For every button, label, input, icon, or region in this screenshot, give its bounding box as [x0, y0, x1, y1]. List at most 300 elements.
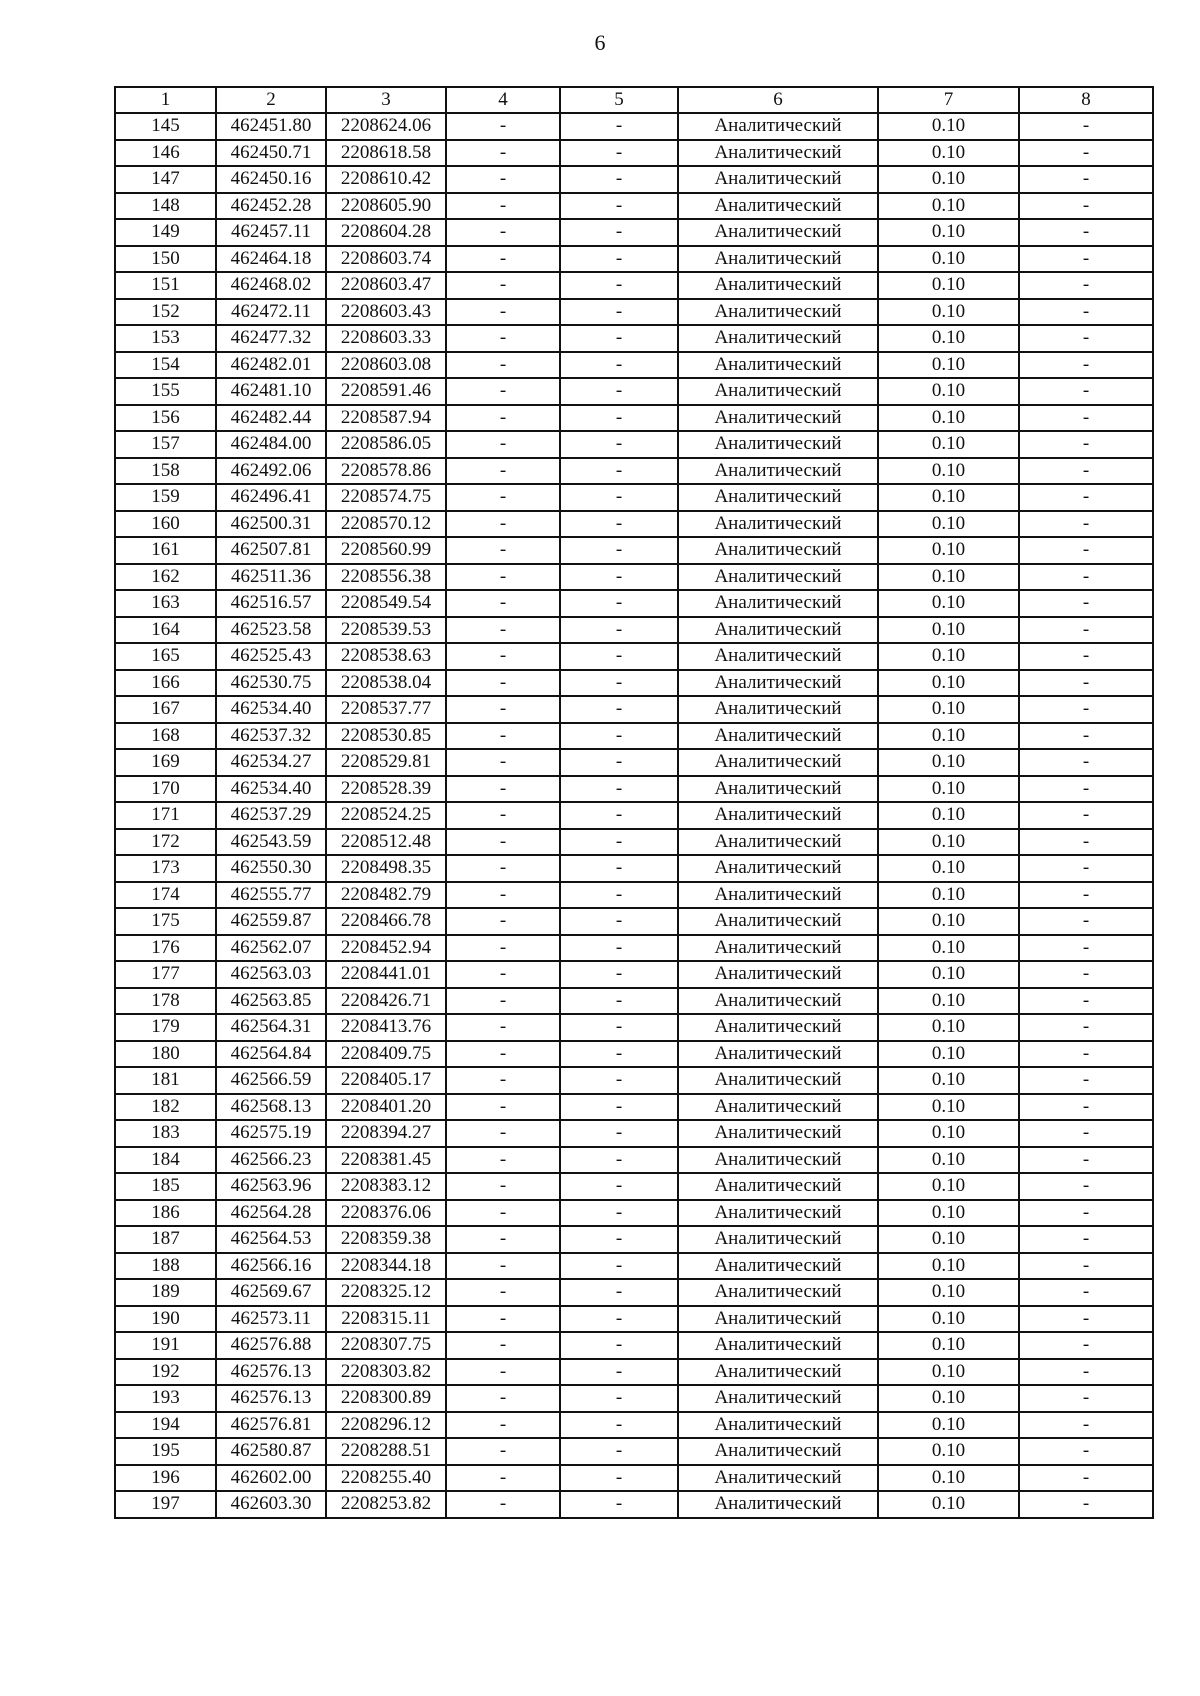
table-cell: - [446, 484, 560, 511]
table-cell: 147 [115, 166, 216, 193]
table-cell: 184 [115, 1147, 216, 1174]
table-cell: 164 [115, 617, 216, 644]
table-cell: - [1019, 988, 1153, 1015]
table-cell: 191 [115, 1332, 216, 1359]
table-cell: Аналитический [678, 1094, 878, 1121]
table-cell: - [560, 1120, 678, 1147]
table-cell: - [560, 1200, 678, 1227]
table-cell: Аналитический [678, 272, 878, 299]
table-cell: - [446, 193, 560, 220]
table-cell: 2208413.76 [326, 1014, 446, 1041]
table-cell: 0.10 [878, 1279, 1019, 1306]
table-cell: 462525.43 [216, 643, 326, 670]
table-cell: - [560, 511, 678, 538]
table-row [115, 723, 1153, 750]
table-cell: - [1019, 1253, 1153, 1280]
table-cell: - [1019, 961, 1153, 988]
table-row [115, 484, 1153, 511]
table-cell: - [446, 961, 560, 988]
table-cell: 2208303.82 [326, 1359, 446, 1386]
table-cell: Аналитический [678, 1226, 878, 1253]
table-cell: 462563.85 [216, 988, 326, 1015]
table-cell: 0.10 [878, 961, 1019, 988]
table-row [115, 1200, 1153, 1227]
table-row [115, 458, 1153, 485]
table-cell: - [446, 352, 560, 379]
table-cell: 157 [115, 431, 216, 458]
table-cell: 0.10 [878, 166, 1019, 193]
table-cell: - [560, 1041, 678, 1068]
table-cell: - [1019, 431, 1153, 458]
table-cell: - [1019, 458, 1153, 485]
column-header-5: 5 [560, 87, 678, 113]
table-cell: 2208498.35 [326, 855, 446, 882]
table-cell: - [446, 1226, 560, 1253]
table-cell: - [446, 1200, 560, 1227]
table-cell: - [560, 325, 678, 352]
table-cell: - [560, 1067, 678, 1094]
table-row [115, 643, 1153, 670]
table-cell: - [560, 908, 678, 935]
table-cell: 462537.29 [216, 802, 326, 829]
table-cell: - [1019, 537, 1153, 564]
table-cell: - [1019, 405, 1153, 432]
table-row [115, 617, 1153, 644]
table-cell: 176 [115, 935, 216, 962]
table-cell: 2208315.11 [326, 1306, 446, 1333]
table-cell: - [560, 352, 678, 379]
table-cell: 0.10 [878, 1120, 1019, 1147]
table-cell: 2208604.28 [326, 219, 446, 246]
table-cell: 2208603.33 [326, 325, 446, 352]
table-cell: - [1019, 1491, 1153, 1518]
table-cell: - [560, 431, 678, 458]
table-cell: 0.10 [878, 882, 1019, 909]
table-cell: 189 [115, 1279, 216, 1306]
table-cell: 462534.40 [216, 776, 326, 803]
table-cell: - [446, 272, 560, 299]
column-header-4: 4 [446, 87, 560, 113]
table-row [115, 1279, 1153, 1306]
table-cell: 163 [115, 590, 216, 617]
table-cell: - [446, 1120, 560, 1147]
table-cell: Аналитический [678, 643, 878, 670]
table-cell: Аналитический [678, 537, 878, 564]
table-cell: 2208556.38 [326, 564, 446, 591]
table-cell: 462516.57 [216, 590, 326, 617]
table-cell: - [446, 1359, 560, 1386]
column-header-1: 1 [115, 87, 216, 113]
table-cell: 0.10 [878, 1412, 1019, 1439]
table-cell: - [1019, 643, 1153, 670]
table-cell: 2208524.25 [326, 802, 446, 829]
table-cell: - [1019, 272, 1153, 299]
table-cell: - [1019, 1041, 1153, 1068]
table-cell: 169 [115, 749, 216, 776]
table-cell: Аналитический [678, 325, 878, 352]
table-cell: 0.10 [878, 670, 1019, 697]
table-cell: 462580.87 [216, 1438, 326, 1465]
table-row [115, 1041, 1153, 1068]
table-cell: - [1019, 325, 1153, 352]
table-row [115, 1226, 1153, 1253]
table-cell: Аналитический [678, 431, 878, 458]
table-cell: - [446, 431, 560, 458]
table-cell: 462464.18 [216, 246, 326, 273]
table-cell: 2208603.08 [326, 352, 446, 379]
table-cell: 2208482.79 [326, 882, 446, 909]
table-cell: - [1019, 749, 1153, 776]
table-cell: - [1019, 590, 1153, 617]
table-row [115, 1306, 1153, 1333]
table-cell: 462477.32 [216, 325, 326, 352]
table-cell: 2208441.01 [326, 961, 446, 988]
table-row [115, 802, 1153, 829]
table-cell: 0.10 [878, 908, 1019, 935]
table-cell: 0.10 [878, 511, 1019, 538]
table-row [115, 988, 1153, 1015]
table-cell: 170 [115, 776, 216, 803]
table-cell: 0.10 [878, 776, 1019, 803]
table-cell: - [560, 193, 678, 220]
table-cell: Аналитический [678, 1306, 878, 1333]
table-cell: - [446, 1332, 560, 1359]
table-cell: - [446, 564, 560, 591]
table-cell: 0.10 [878, 1253, 1019, 1280]
table-cell: - [1019, 1332, 1153, 1359]
table-row [115, 219, 1153, 246]
table-cell: 0.10 [878, 696, 1019, 723]
table-cell: 462576.88 [216, 1332, 326, 1359]
table-cell: 462472.11 [216, 299, 326, 326]
table-cell: 0.10 [878, 537, 1019, 564]
table-cell: 0.10 [878, 1491, 1019, 1518]
table-cell: 150 [115, 246, 216, 273]
table-cell: 2208587.94 [326, 405, 446, 432]
table-cell: - [446, 1412, 560, 1439]
table-cell: 2208307.75 [326, 1332, 446, 1359]
table-cell: - [1019, 140, 1153, 167]
table-cell: 0.10 [878, 1067, 1019, 1094]
table-cell: Аналитический [678, 670, 878, 697]
table-row [115, 1094, 1153, 1121]
table-cell: - [446, 670, 560, 697]
table-cell: - [1019, 1067, 1153, 1094]
table-cell: - [560, 882, 678, 909]
table-cell: 174 [115, 882, 216, 909]
table-cell: 0.10 [878, 458, 1019, 485]
column-header-2: 2 [216, 87, 326, 113]
table-cell: - [446, 908, 560, 935]
table-cell: - [1019, 670, 1153, 697]
table-cell: 177 [115, 961, 216, 988]
table-cell: - [560, 140, 678, 167]
table-cell: - [446, 1491, 560, 1518]
table-cell: 462566.16 [216, 1253, 326, 1280]
table-cell: Аналитический [678, 484, 878, 511]
table-cell: 462564.84 [216, 1041, 326, 1068]
table-cell: - [1019, 564, 1153, 591]
table-cell: - [1019, 246, 1153, 273]
table-cell: 462450.16 [216, 166, 326, 193]
table-cell: - [446, 219, 560, 246]
table-cell: 173 [115, 855, 216, 882]
table-cell: 2208405.17 [326, 1067, 446, 1094]
table-cell: Аналитический [678, 1465, 878, 1492]
table-cell: - [446, 1094, 560, 1121]
table-cell: 186 [115, 1200, 216, 1227]
table-cell: 2208570.12 [326, 511, 446, 538]
table-cell: 0.10 [878, 564, 1019, 591]
table-cell: - [560, 484, 678, 511]
table-cell: - [560, 802, 678, 829]
table-cell: - [1019, 1094, 1153, 1121]
table-cell: Аналитический [678, 935, 878, 962]
table-cell: Аналитический [678, 219, 878, 246]
table-row [115, 908, 1153, 935]
table-cell: - [560, 1147, 678, 1174]
table-cell: 193 [115, 1385, 216, 1412]
table-cell: Аналитический [678, 458, 878, 485]
table-cell: 462534.27 [216, 749, 326, 776]
table-cell: - [1019, 352, 1153, 379]
table-cell: Аналитический [678, 1041, 878, 1068]
table-cell: - [560, 643, 678, 670]
table-cell: - [446, 802, 560, 829]
table-row [115, 961, 1153, 988]
table-cell: - [1019, 1120, 1153, 1147]
table-cell: - [446, 1438, 560, 1465]
table-cell: 0.10 [878, 299, 1019, 326]
table-cell: 194 [115, 1412, 216, 1439]
table-cell: 0.10 [878, 1438, 1019, 1465]
table-cell: - [446, 1279, 560, 1306]
table-cell: 462452.28 [216, 193, 326, 220]
table-cell: - [1019, 1279, 1153, 1306]
table-cell: 0.10 [878, 219, 1019, 246]
table-cell: 2208538.04 [326, 670, 446, 697]
table-cell: 185 [115, 1173, 216, 1200]
table-cell: Аналитический [678, 802, 878, 829]
table-cell: 0.10 [878, 829, 1019, 856]
table-cell: - [446, 325, 560, 352]
table-cell: 0.10 [878, 246, 1019, 273]
table-cell: Аналитический [678, 564, 878, 591]
table-cell: 2208401.20 [326, 1094, 446, 1121]
table-cell: 192 [115, 1359, 216, 1386]
column-header-6: 6 [678, 87, 878, 113]
table-cell: - [446, 882, 560, 909]
table-cell: Аналитический [678, 908, 878, 935]
table-cell: Аналитический [678, 113, 878, 140]
column-header-8: 8 [1019, 87, 1153, 113]
table-cell: Аналитический [678, 166, 878, 193]
table-cell: 196 [115, 1465, 216, 1492]
table-cell: 148 [115, 193, 216, 220]
table-cell: - [1019, 696, 1153, 723]
table-cell: 462523.58 [216, 617, 326, 644]
table-cell: 190 [115, 1306, 216, 1333]
table-cell: 462568.13 [216, 1094, 326, 1121]
table-cell: 0.10 [878, 431, 1019, 458]
table-cell: 0.10 [878, 988, 1019, 1015]
table-cell: 0.10 [878, 723, 1019, 750]
table-cell: - [1019, 908, 1153, 935]
table-cell: - [1019, 113, 1153, 140]
table-row [115, 855, 1153, 882]
coordinates-table [114, 86, 1154, 1519]
table-row [115, 1332, 1153, 1359]
table-cell: Аналитический [678, 749, 878, 776]
table-cell: 462563.96 [216, 1173, 326, 1200]
table-cell: - [1019, 1147, 1153, 1174]
table-cell: 462543.59 [216, 829, 326, 856]
table-cell: 462564.53 [216, 1226, 326, 1253]
table-cell: - [446, 140, 560, 167]
table-cell: Аналитический [678, 617, 878, 644]
table-cell: 2208538.63 [326, 643, 446, 670]
table-cell: - [446, 537, 560, 564]
table-cell: Аналитический [678, 246, 878, 273]
table-row [115, 1385, 1153, 1412]
table-cell: 2208586.05 [326, 431, 446, 458]
header-row [115, 87, 1153, 113]
table-cell: - [560, 537, 678, 564]
table-cell: 159 [115, 484, 216, 511]
table-cell: - [1019, 166, 1153, 193]
table-cell: - [560, 855, 678, 882]
table-cell: - [446, 988, 560, 1015]
table-cell: 2208603.43 [326, 299, 446, 326]
table-cell: - [446, 590, 560, 617]
table-cell: 0.10 [878, 1041, 1019, 1068]
table-cell: 2208560.99 [326, 537, 446, 564]
table-cell: - [1019, 378, 1153, 405]
table-cell: - [1019, 1226, 1153, 1253]
table-cell: 2208452.94 [326, 935, 446, 962]
table-cell: 2208603.74 [326, 246, 446, 273]
table-cell: - [560, 458, 678, 485]
table-cell: 160 [115, 511, 216, 538]
table-cell: - [560, 405, 678, 432]
table-cell: - [1019, 1200, 1153, 1227]
table-cell: - [1019, 882, 1153, 909]
table-cell: - [560, 617, 678, 644]
table-cell: - [446, 166, 560, 193]
table-cell: 462537.32 [216, 723, 326, 750]
table-cell: 0.10 [878, 484, 1019, 511]
table-row [115, 935, 1153, 962]
table-row [115, 272, 1153, 299]
table-header [115, 87, 1153, 113]
table-cell: 0.10 [878, 113, 1019, 140]
table-cell: - [560, 1465, 678, 1492]
table-cell: 462566.59 [216, 1067, 326, 1094]
table-cell: 0.10 [878, 325, 1019, 352]
table-cell: 153 [115, 325, 216, 352]
table-cell: 0.10 [878, 405, 1019, 432]
table-cell: 0.10 [878, 855, 1019, 882]
table-body [115, 113, 1153, 1518]
table-cell: - [1019, 1385, 1153, 1412]
table-cell: 167 [115, 696, 216, 723]
table-cell: 2208618.58 [326, 140, 446, 167]
table-cell: 0.10 [878, 643, 1019, 670]
table-cell: - [1019, 1173, 1153, 1200]
table-cell: 162 [115, 564, 216, 591]
table-cell: 0.10 [878, 617, 1019, 644]
table-cell: 2208624.06 [326, 113, 446, 140]
table-cell: - [446, 299, 560, 326]
table-cell: 2208466.78 [326, 908, 446, 935]
table-cell: 0.10 [878, 193, 1019, 220]
table-cell: Аналитический [678, 1067, 878, 1094]
table-cell: - [1019, 776, 1153, 803]
table-cell: 2208359.38 [326, 1226, 446, 1253]
table-cell: 0.10 [878, 1385, 1019, 1412]
table-row [115, 696, 1153, 723]
table-cell: Аналитический [678, 723, 878, 750]
table-cell: 0.10 [878, 1014, 1019, 1041]
table-cell: 0.10 [878, 749, 1019, 776]
table-cell: - [1019, 219, 1153, 246]
table-cell: 0.10 [878, 378, 1019, 405]
table-cell: - [1019, 299, 1153, 326]
table-cell: Аналитический [678, 1120, 878, 1147]
table-cell: - [1019, 617, 1153, 644]
table-cell: Аналитический [678, 1173, 878, 1200]
table-cell: 462569.67 [216, 1279, 326, 1306]
table-cell: - [560, 723, 678, 750]
table-cell: - [446, 1067, 560, 1094]
table-cell: 0.10 [878, 140, 1019, 167]
table-row [115, 1014, 1153, 1041]
table-cell: 155 [115, 378, 216, 405]
table-cell: Аналитический [678, 882, 878, 909]
table-row [115, 246, 1153, 273]
table-cell: - [560, 988, 678, 1015]
table-cell: 0.10 [878, 1147, 1019, 1174]
table-cell: 158 [115, 458, 216, 485]
table-cell: 462484.00 [216, 431, 326, 458]
table-cell: - [446, 776, 560, 803]
table-cell: - [446, 1465, 560, 1492]
table-cell: 462576.13 [216, 1359, 326, 1386]
table-cell: 462500.31 [216, 511, 326, 538]
table-cell: 2208381.45 [326, 1147, 446, 1174]
table-cell: 2208574.75 [326, 484, 446, 511]
table-cell: - [560, 935, 678, 962]
table-row [115, 405, 1153, 432]
table-cell: Аналитический [678, 299, 878, 326]
table-row [115, 829, 1153, 856]
table-cell: - [446, 643, 560, 670]
table-cell: Аналитический [678, 140, 878, 167]
table-cell: - [560, 299, 678, 326]
table-cell: - [560, 1332, 678, 1359]
table-cell: Аналитический [678, 961, 878, 988]
table-cell: Аналитический [678, 829, 878, 856]
table-cell: - [446, 246, 560, 273]
table-row [115, 882, 1153, 909]
table-cell: - [560, 1014, 678, 1041]
table-cell: - [446, 935, 560, 962]
table-cell: - [560, 749, 678, 776]
table-cell: - [1019, 1306, 1153, 1333]
table-cell: - [446, 696, 560, 723]
table-cell: - [446, 1173, 560, 1200]
table-row [115, 378, 1153, 405]
